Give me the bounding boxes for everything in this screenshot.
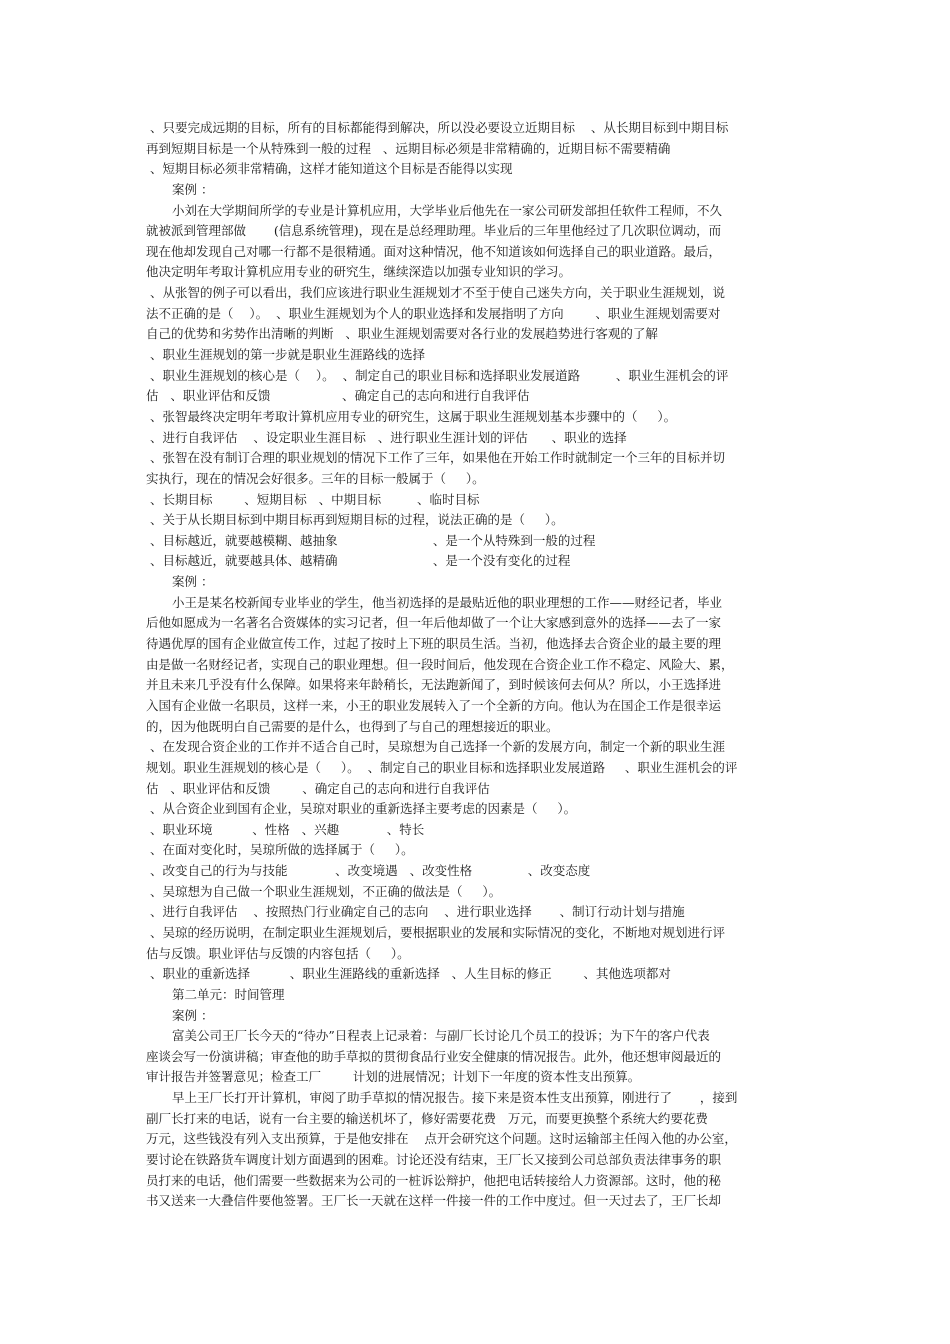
text-line: 员打来的电话，他们需要一些数据来为公司的一桩诉讼辩护，他把电话转接给人力资源部。这时，他的秘 [146,1172,722,1188]
text-line: 、目标越近，就要越模糊、越抽象 、是一个从特殊到一般的过程 [146,532,596,548]
text-line: 待遇优厚的国有企业做宣传工作，过起了按时上下班的职员生活。当初，他选择去合资企业的最主要的理 [146,636,722,652]
text-line: 、职业生涯规划的核心是（ ）。 、制定自己的职业目标和选择职业发展道路 、职业生涯机会的评 [146,367,729,383]
text-line: 、改变自己的行为与技能 、改变境遇 、改变性格 、改变态度 [146,863,591,879]
text-line: 、在发现合资企业的工作并不适合自己时，吴琼想为自己选择一个新的发展方向，制定一个新的职业生涯 [146,739,725,755]
text-line: 现在他却发现自己对哪一行都不是很精通。面对这种情况，他不知道该如何选择自己的职业道路。最后， [146,243,722,259]
text-line: 、进行自我评估 、设定职业生涯目标 、进行职业生涯计划的评估 、职业的选择 [146,429,627,445]
text-line: 法不正确的是（ ）。 、职业生涯规划为个人的职业选择和发展指明了方向 、职业生涯规划需要对 [146,305,721,321]
text-line: 书又送来一大叠信件要他签署。王厂长一天就在这样一件接一件的工作中度过。但一天过去了，王厂长却 [146,1193,722,1209]
text-line: 副厂长打来的电话，说有一台主要的输送机坏了，修好需要花费 万元，而要更换整个系统大约要花费 [146,1110,708,1126]
text-line: 案例 ： [172,1007,214,1023]
text-line: 估 、职业评估和反馈 、确定自己的志向和进行自我评估 [146,780,490,796]
text-line: 就被派到管理部做 (信息系统管理)，现在是总经理助理。毕业后的三年里他经过了几次职位调动，而 [146,223,722,239]
text-line: 并且未来几乎没有什么保障。如果将来年龄稍长，无法跑新闻了，到时候该何去何从？所以，小王选择进 [146,677,722,693]
text-line: 审计报告并签署意见；检查工厂 计划的进展情况；计划下一年度的资本性支出预算。 [146,1069,641,1085]
text-line: 案例 ： [172,181,214,197]
document-body [146,118,816,1212]
text-line: 规划。职业生涯规划的核心是（ ）。 、制定自己的职业目标和选择职业发展道路 、职业生涯机会的评 [146,759,738,775]
text-line: 、职业生涯规划的第一步就是职业生涯路线的选择 [146,347,425,363]
text-line: 第二单元：时间管理 [172,986,285,1002]
text-line: 、长期目标 、短期目标 、中期目标 、临时目标 [146,491,480,507]
text-line: 估 、职业评估和反馈 、确定自己的志向和进行自我评估 [146,388,530,404]
text-line: 、吴琼想为自己做一个职业生涯规划，不正确的做法是（ ）。 [146,883,502,899]
text-line: 早上王厂长打开计算机，审阅了助手草拟的情况报告。接下来是资本性支出预算，刚进行了 ，接到 [172,1090,738,1106]
text-line: 案例 ： [172,574,214,590]
text-line: 小刘在大学期间所学的专业是计算机应用，大学毕业后他先在一家公司研发部担任软件工程师，不久 [172,202,723,218]
text-line: 、关于从长期目标到中期目标再到短期目标的过程，说法正确的是（ ）。 [146,512,564,528]
text-line: 再到短期目标是一个从特殊到一般的过程 、远期目标必须是非常精确的，近期目标不需要精确 [146,140,671,156]
text-line: 后他如愿成为一名著名合资媒体的实习记者，但一年后他却做了一个让大家感到意外的选择——去了一家 [146,615,722,631]
text-line: 座谈会写一份演讲稿；审查他的助手草拟的贯彻食品行业安全健康的情况报告。此外，他还想审阅最近的 [146,1048,722,1064]
text-line: 、短期目标必须非常精确，这样才能知道这个目标是否能得以实现 [146,161,513,177]
text-line: 由是做一名财经记者，实现自己的职业理想。但一段时间后，他发现在合资企业工作不稳定、风险大、累， [146,656,734,672]
text-line: 、从合资企业到国有企业，吴琼对职业的重新选择主要考虑的因素是（ ）。 [146,801,577,817]
text-line: 、进行自我评估 、按照热门行业确定自己的志向 、进行职业选择 、制订行动计划与措施 [146,904,685,920]
text-line: 、张智在没有制订合理的职业规划的情况下工作了三年，如果他在开始工作时就制定一个三年的目标并切 [146,450,725,466]
text-line: 、从张智的例子可以看出，我们应该进行职业生涯规划才不至于使自己迷失方向，关于职业生涯规划，说 [146,285,725,301]
text-line: 自己的优势和劣势作出清晰的判断 、职业生涯规划需要对各行业的发展趋势进行客观的了解 [146,326,658,342]
text-line: 实执行，现在的情况会好很多。三年的目标一般属于（ ）。 [146,470,485,486]
text-line: 他决定明年考取计算机应用专业的研究生，继续深造以加强专业知识的学习。 [146,264,572,280]
text-line: 富美公司王厂长今天的“待办”日程表上记录着：与副厂长讨论几个员工的投诉；为下午的客户代表 [172,1028,710,1044]
text-line: 、张智最终决定明年考取计算机应用专业的研究生，这属于职业生涯规划基本步骤中的（ ）。 [146,408,677,424]
text-line: 万元，这些钱没有列入支出预算，于是他安排在 点开会研究这个问题。这时运输部主任闯入他的办公室， [146,1131,737,1147]
text-line: 的，因为他既明白自己需要的是什么，也得到了与自己的理想接近的职业。 [146,718,559,734]
text-line: 入国有企业做一名职员，这样一来，小王的职业发展转入了一个全新的方向。他认为在国企工作是很幸运 [146,697,722,713]
text-line: 、目标越近，就要越具体、越精确 、是一个没有变化的过程 [146,553,571,569]
text-line: 、只要完成远期的目标，所有的目标都能得到解决，所以没必要设立近期目标 、从长期目标到中期目标 [146,120,729,135]
text-line: 小王是某名校新闻专业毕业的学生，他当初选择的是最贴近他的职业理想的工作——财经记者，毕业 [172,594,723,610]
text-line: 、职业的重新选择 、职业生涯路线的重新选择 、人生目标的修正 、其他选项都对 [146,966,671,982]
text-line: 要讨论在铁路货车调度计划方面遇到的困难。讨论还没有结束，王厂长又接到公司总部负责法律事务的职 [146,1152,722,1168]
text-line: 估与反馈。职业评估与反馈的内容包括（ ）。 [146,945,410,961]
text-line: 、吴琼的经历说明，在制定职业生涯规划后，要根据职业的发展和实际情况的变化，不断地对规划进行评 [146,924,725,940]
text-line: 、在面对变化时，吴琼所做的选择属于（ ）。 [146,842,414,858]
text-line: 、职业环境 、性格 、兴趣 、特长 [146,821,425,837]
